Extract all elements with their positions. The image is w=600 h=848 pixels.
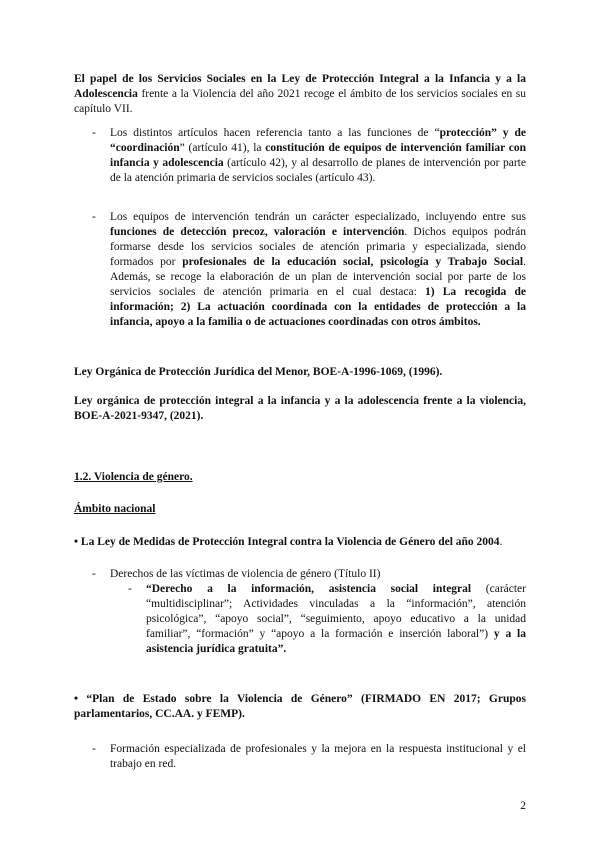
sub-bullet-dash: -	[128, 583, 132, 595]
rights-text: (carácter “multidisciplinar”; Actividades vinculadas a la “información”, atención psicológica”, “apoyo social”, “seguimiento, apoyo educativo a la unidad familiar”, “formación” y “apoyo a la formación e inserción laboral”)	[146, 583, 526, 640]
rights-label	[110, 567, 526, 582]
plan-bullet	[110, 742, 526, 772]
intro-paragraph	[74, 72, 526, 117]
bullet-2-text-c: . Además, se recoge la elaboración de un plan de intervención social por parte de los servicios sociales de atención primaria en el cual destaca:	[110, 256, 526, 298]
bullet-dash: -	[92, 127, 96, 139]
plan-bullet-text: Formación especializada de profesionales y la mejora en la respuesta institucional y el trabajo en red.	[110, 743, 526, 770]
reference-1	[74, 365, 526, 380]
section-title-text: 1.2. Violencia de género.	[74, 471, 193, 483]
bullet-dash: -	[92, 568, 96, 580]
rights-bold-b: y a la asistencia jurídica gratuita”.	[146, 628, 526, 655]
rights-detail	[146, 582, 526, 657]
law-2004-heading	[74, 535, 526, 550]
bullet-1-paragraph	[110, 126, 526, 186]
subsection-title	[74, 502, 526, 517]
rights-label-text: Derechos de las víctimas de violencia de género (Título II)	[110, 568, 381, 580]
bullet-2-text-a: Los equipos de intervención tendrán un carácter especializado, incluyendo entre sus	[110, 211, 526, 223]
plan-heading-text: • “Plan de Estado sobre la Violencia de Género” (FIRMADO EN 2017; Grupos parlamentarios, CC.AA. y FEMP).	[74, 693, 526, 720]
bullet-1-text-a: Los distintos artículos hacen referencia tanto a las funciones de “	[110, 127, 440, 139]
law-2004-rest: .	[499, 536, 503, 548]
reference-2	[74, 394, 526, 424]
plan-heading	[74, 692, 526, 722]
bullet-dash: -	[92, 211, 96, 223]
intro-text: frente a la Violencia del año 2021 recoge el ámbito de los servicios sociales en su capítulo VII.	[74, 88, 526, 115]
bullet-2-bold-a: funciones de detección precoz, valoración e intervención	[110, 226, 405, 238]
rights-bold-a: “Derecho a la información, asistencia social integral	[146, 583, 472, 595]
bullet-2-paragraph	[110, 210, 526, 330]
bullet-2-bold-c: 1) La recogida de información; 2) La actuación coordinada con la entidades de protección a la infancia, apoyo a la familia o de actuaciones coordinadas con otros ámbitos.	[110, 286, 526, 328]
law-2004-bold: • La Ley de Medidas de Protección Integral contra la Violencia de Género del año 2004	[74, 536, 500, 548]
subsection-title-text: Ámbito nacional	[74, 503, 156, 515]
bullet-dash: -	[92, 743, 96, 755]
page-number: 2	[520, 800, 526, 812]
bullet-1-text-c: (artículo 42), y al desarrollo de planes de intervención por parte de la atención primaria de servicios sociales (artículo 43).	[110, 157, 526, 184]
bullet-2-bold-b: profesionales de la educación social, psicología y Trabajo Social	[182, 256, 524, 268]
bullet-1-text-b: ” (artículo 41), la	[179, 142, 266, 154]
reference-2-text: Ley orgánica de protección integral a la infancia y a la adolescencia frente a la violencia, BOE-A-2021-9347, (2021).	[74, 395, 526, 422]
bullet-2-text-b: . Dichos equipos podrán formarse desde los servicios sociales de atención primaria y especializada, siendo formados por	[110, 226, 526, 268]
reference-1-text: Ley Orgánica de Protección Jurídica del Menor, BOE-A-1996-1069, (1996).	[74, 366, 443, 378]
section-title	[74, 470, 526, 485]
intro-bold: El papel de los Servicios Sociales en la Ley de Protección Integral a la Infancia y a la Adolescencia	[74, 73, 526, 100]
bullet-1-bold-b: constitución de equipos de intervención familiar con infancia y adolescencia	[110, 142, 526, 169]
bullet-1-bold-a: protección” y de “coordinación	[110, 127, 526, 154]
